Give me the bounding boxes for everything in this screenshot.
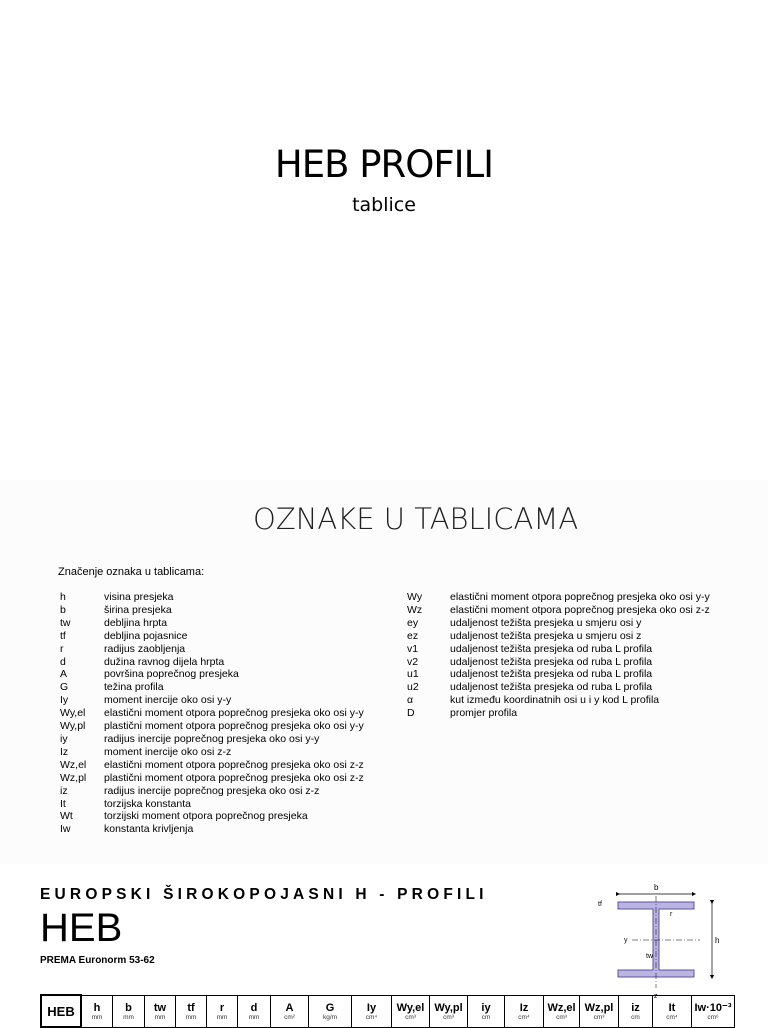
- legend-symbol: Wz: [407, 603, 423, 616]
- legend-description: kut između koordinatnih osi u i y kod L profila: [450, 694, 660, 707]
- profile-standard: PREMA Euronorm 53-62: [40, 955, 155, 966]
- legend-row: [60, 785, 364, 798]
- table-column-header: [271, 995, 309, 1027]
- legend-symbol: v2: [407, 655, 419, 668]
- legend-row: [60, 617, 364, 630]
- legend-row: [60, 707, 364, 720]
- legend-symbol: u2: [407, 681, 419, 694]
- legend-symbol: Wy: [407, 591, 423, 603]
- column-symbol: h: [93, 1001, 101, 1014]
- legend-description: udaljenost težišta presjeka u smjeru osi y: [450, 616, 642, 629]
- column-symbol: Iy: [366, 1001, 377, 1014]
- legend-right-column: [407, 591, 710, 720]
- legend-slide-title: OZNAKE U TABLICAMA: [253, 502, 579, 536]
- label-tf: tf: [598, 901, 602, 908]
- legend-description: površina poprečnog presjeka: [104, 668, 239, 681]
- table-column-header: [505, 995, 544, 1027]
- column-unit: mm: [216, 1013, 228, 1021]
- legend-symbol: tw: [60, 616, 71, 629]
- label-r: r: [670, 911, 673, 918]
- legend-description: plastični moment otpora poprečnog presjeka oko osi y-y: [104, 720, 364, 733]
- table-column-header: [692, 995, 735, 1027]
- legend-row: [407, 630, 710, 643]
- legend-symbol: Wz,pl: [60, 771, 87, 784]
- column-symbol: G: [325, 1001, 335, 1014]
- legend-symbol: ez: [407, 629, 419, 642]
- table-column-header: [352, 995, 392, 1027]
- slide-title: HEB PROFILI: [274, 143, 494, 186]
- column-unit: kg/m: [322, 1013, 338, 1021]
- legend-symbol: r: [60, 642, 64, 655]
- legend-symbol: b: [60, 603, 66, 616]
- legend-description: udaljenost težišta presjeka od ruba L profila: [450, 681, 653, 694]
- column-unit: mm: [248, 1013, 260, 1021]
- legend-symbol: A: [60, 668, 68, 681]
- column-unit: cm²: [284, 1013, 295, 1021]
- legend-symbol: α: [407, 694, 414, 707]
- legend-row: [60, 772, 364, 785]
- column-unit: cm³: [443, 1013, 454, 1021]
- table-column-header: [468, 995, 505, 1027]
- column-unit: cm⁶: [707, 1013, 719, 1021]
- label-tw: tw: [646, 953, 653, 960]
- column-unit: mm: [91, 1013, 103, 1021]
- legend-symbol: iy: [60, 732, 68, 745]
- legend-description: radijus inercije poprečnog presjeka oko osi y-y: [104, 732, 320, 745]
- table-column-header: [238, 995, 271, 1027]
- column-unit: cm⁴: [518, 1013, 530, 1021]
- legend-row: [60, 694, 364, 707]
- legend-symbol: iz: [60, 784, 68, 797]
- legend-description: udaljenost težišta presjeka od ruba L profila: [450, 655, 653, 668]
- legend-symbol: tf: [60, 629, 66, 642]
- legend-description: visina presjeka: [104, 591, 174, 603]
- legend-description: torzijski moment otpora poprečnog presjeka: [104, 810, 308, 823]
- column-unit: cm³: [405, 1013, 416, 1021]
- table-column-header: [309, 995, 352, 1027]
- legend-row: [60, 810, 364, 823]
- legend-row: [60, 656, 364, 669]
- legend-description: udaljenost težišta presjeka od ruba L profila: [450, 642, 653, 655]
- legend-symbol: v1: [407, 642, 419, 655]
- legend-description: udaljenost težišta presjeka od ruba L profila: [450, 668, 653, 681]
- legend-row: [60, 591, 364, 604]
- title-slide: [0, 0, 768, 480]
- legend-description: promjer profila: [450, 707, 518, 720]
- legend-row: [407, 617, 710, 630]
- legend-row: [60, 643, 364, 656]
- legend-description: elastični moment otpora poprečnog presjeka oko osi y-y: [450, 591, 710, 603]
- legend-left-column: [60, 591, 364, 836]
- legend-row: [407, 656, 710, 669]
- legend-heading: Značenje oznaka u tablicama:: [58, 566, 205, 578]
- column-symbol: Wy,el: [396, 1001, 425, 1014]
- table-column-header: [653, 995, 692, 1027]
- column-symbol: b: [125, 1001, 132, 1014]
- table-header-row: [41, 995, 735, 1027]
- column-symbol: Iw·10⁻³: [694, 1001, 732, 1014]
- legend-row: [60, 823, 364, 836]
- legend-symbol: d: [60, 655, 66, 668]
- legend-row: [407, 681, 710, 694]
- legend-symbol: D: [407, 707, 415, 720]
- profile-heading: EUROPSKI ŠIROKOPOJASNI H - PROFILI: [40, 886, 488, 903]
- legend-description: elastični moment otpora poprečnog presjeka oko osi z-z: [450, 603, 710, 616]
- legend-row: [60, 759, 364, 772]
- legend-description: moment inercije oko osi z-z: [104, 745, 232, 758]
- column-unit: mm: [123, 1013, 134, 1021]
- legend-row: [60, 604, 364, 617]
- legend-description: plastični moment otpora poprečnog presjeka oko osi z-z: [104, 771, 364, 784]
- column-symbol: A: [285, 1001, 294, 1014]
- column-unit: mm: [154, 1013, 166, 1021]
- column-symbol: It: [668, 1001, 676, 1014]
- legend-description: debljina hrpta: [104, 616, 168, 629]
- table-column-header: [207, 995, 238, 1027]
- slide-subtitle: tablice: [352, 194, 416, 216]
- column-symbol: tf: [187, 1001, 195, 1014]
- legend-symbol: Iy: [60, 694, 69, 707]
- legend-row: [407, 591, 710, 604]
- legend-description: elastični moment otpora poprečnog presjeka oko osi z-z: [104, 758, 364, 771]
- table-column-header: [544, 995, 580, 1027]
- column-unit: cm: [631, 1013, 640, 1021]
- label-y: y: [624, 937, 628, 944]
- legend-row: [407, 707, 710, 720]
- column-unit: cm⁴: [365, 1013, 378, 1021]
- legend-symbol: It: [60, 797, 66, 810]
- legend-row: [60, 681, 364, 694]
- legend-description: radijus zaobljenja: [104, 642, 186, 655]
- column-unit: mm: [185, 1013, 197, 1021]
- legend-description: moment inercije oko osi y-y: [104, 694, 232, 707]
- legend-symbol: Iz: [60, 745, 69, 758]
- column-symbol: r: [219, 1001, 225, 1014]
- table-column-header: [619, 995, 653, 1027]
- table-column-header: [176, 995, 207, 1027]
- legend-row: [60, 668, 364, 681]
- legend-row: [60, 630, 364, 643]
- column-unit: cm³: [556, 1013, 567, 1021]
- legend-row: [60, 746, 364, 759]
- legend-description: debljina pojasnice: [104, 629, 188, 642]
- label-b: b: [654, 883, 659, 892]
- profile-name: HEB: [40, 906, 123, 950]
- legend-symbol: h: [60, 591, 66, 603]
- legend-symbol: G: [60, 681, 69, 694]
- table-column-header: [81, 995, 113, 1027]
- column-symbol: d: [250, 1001, 258, 1014]
- legend-row: [407, 643, 710, 656]
- column-symbol: iz: [631, 1001, 640, 1014]
- column-symbol: Iz: [519, 1001, 529, 1014]
- legend-symbol: Wy,pl: [60, 720, 86, 733]
- column-symbol: tw: [153, 1001, 167, 1014]
- table-column-header: [580, 995, 619, 1027]
- legend-description: elastični moment otpora poprečnog presjeka oko osi y-y: [104, 707, 364, 720]
- table-column-header: [113, 995, 145, 1027]
- legend-symbol: Iw: [60, 823, 71, 836]
- column-unit: cm⁴: [666, 1013, 678, 1021]
- legend-description: konstanta krivljenja: [104, 823, 194, 836]
- legend-description: radijus inercije poprečnog presjeka oko osi z-z: [104, 784, 320, 797]
- legend-row: [407, 668, 710, 681]
- table-slide: [0, 864, 768, 1024]
- column-symbol: iy: [481, 1001, 491, 1014]
- legend-symbol: u1: [407, 668, 419, 681]
- legend-symbol: Wy,el: [60, 707, 86, 720]
- legend-description: težina profila: [104, 681, 164, 694]
- legend-symbol: ey: [407, 616, 419, 629]
- table-first-cell: HEB: [41, 995, 81, 1027]
- legend-row: [60, 798, 364, 811]
- legend-row: [407, 694, 710, 707]
- column-symbol: Wy,pl: [434, 1001, 463, 1014]
- legend-row: [60, 720, 364, 733]
- table-column-header: [430, 995, 468, 1027]
- h-profile-diagram: [588, 872, 728, 1004]
- label-z: z: [654, 993, 658, 1000]
- column-unit: cm³: [593, 1013, 605, 1021]
- column-symbol: Wz,pl: [584, 1001, 614, 1014]
- label-h: h: [715, 936, 720, 945]
- table-column-header: [392, 995, 430, 1027]
- legend-row: [407, 604, 710, 617]
- legend-description: torzijska konstanta: [104, 797, 191, 810]
- column-unit: cm: [481, 1013, 491, 1021]
- legend-description: udaljenost težišta presjeka u smjeru osi z: [450, 629, 642, 642]
- table-column-header: [145, 995, 176, 1027]
- legend-description: širina presjeka: [104, 603, 172, 616]
- legend-slide: [0, 480, 768, 864]
- legend-description: dužina ravnog dijela hrpta: [104, 655, 225, 668]
- legend-symbol: Wt: [60, 810, 73, 823]
- legend-row: [60, 733, 364, 746]
- heb-table-header: [40, 994, 735, 1028]
- column-symbol: Wz,el: [547, 1001, 576, 1014]
- legend-symbol: Wz,el: [60, 758, 87, 771]
